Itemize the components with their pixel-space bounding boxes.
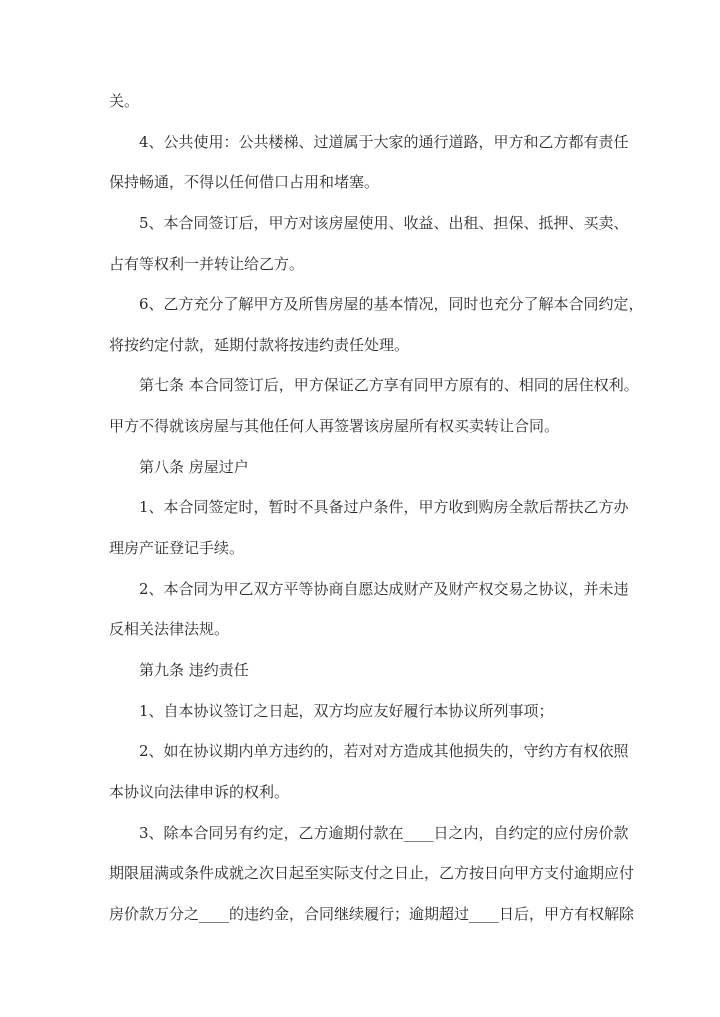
paragraph — [109, 487, 629, 568]
paragraph — [109, 447, 611, 488]
text-line: 第七条 本合同签订后，甲方保证乙方享有同甲方原有的、相同的居住权利。 — [139, 376, 639, 395]
paragraph — [109, 691, 611, 732]
text-line: 5、本合同签订后，甲方对该房屋使用、收益、出租、担保、抵押、买卖、 — [139, 213, 629, 232]
text-line: 甲方不得就该房屋与其他任何人再签署该房屋所有权买卖转让合同。 — [109, 417, 560, 436]
paragraph — [109, 365, 639, 446]
text-line: 第八条 房屋过户 — [139, 457, 249, 476]
text-line: 6、乙方充分了解甲方及所售房屋的基本情况，同时也充分了解本合同约定， — [139, 295, 644, 314]
text-line: 期限届满或条件成就之次日起至实际支付之日止，乙方按日向甲方支付逾期应付 — [109, 864, 635, 883]
text-line: 占有等权利一并转让给乙方。 — [109, 254, 305, 273]
text-line: 理房产证登记手续。 — [109, 539, 245, 558]
document-page — [109, 81, 644, 934]
text-line: 房价款万分之____的违约金，合同继续履行；逾期超过____日后，甲方有权解除 — [109, 904, 635, 923]
text-line: 2、本合同为甲乙双方平等协商自愿达成财产及财产权交易之协议，并未违 — [139, 579, 629, 598]
text-line: 反相关法律法规。 — [109, 620, 230, 639]
paragraph — [109, 731, 629, 812]
text-line: 4、公共使用：公共楼梯、过道属于大家的通行道路，甲方和乙方都有责任 — [139, 132, 629, 151]
text-line: 关。 — [109, 92, 140, 110]
paragraph — [109, 122, 629, 203]
paragraph — [109, 203, 629, 284]
text-line: 本协议向法律申诉的权利。 — [109, 782, 290, 801]
text-line: 将按约定付款，延期付款将按违约责任处理。 — [109, 335, 410, 354]
text-line: 第九条 违约责任 — [139, 660, 249, 679]
text-line: 保持畅通，不得以任何借口占用和堵塞。 — [109, 173, 380, 192]
text-line: 1、自本协议签订之日起，双方均应友好履行本协议所列事项； — [139, 701, 554, 720]
text-line: 2、如在协议期内单方违约的，若对对方造成其他损失的，守约方有权依照 — [139, 742, 629, 761]
paragraph — [109, 81, 611, 122]
text-line: 3、除本合同另有约定，乙方逾期付款在____日之内，自约定的应付房价款 — [139, 823, 629, 842]
paragraph — [109, 569, 629, 650]
paragraph — [109, 650, 611, 691]
paragraph — [109, 813, 635, 935]
text-line: 1、本合同签定时，暂时不具备过户条件，甲方收到购房全款后帮扶乙方办 — [139, 498, 629, 517]
paragraph — [109, 284, 644, 365]
